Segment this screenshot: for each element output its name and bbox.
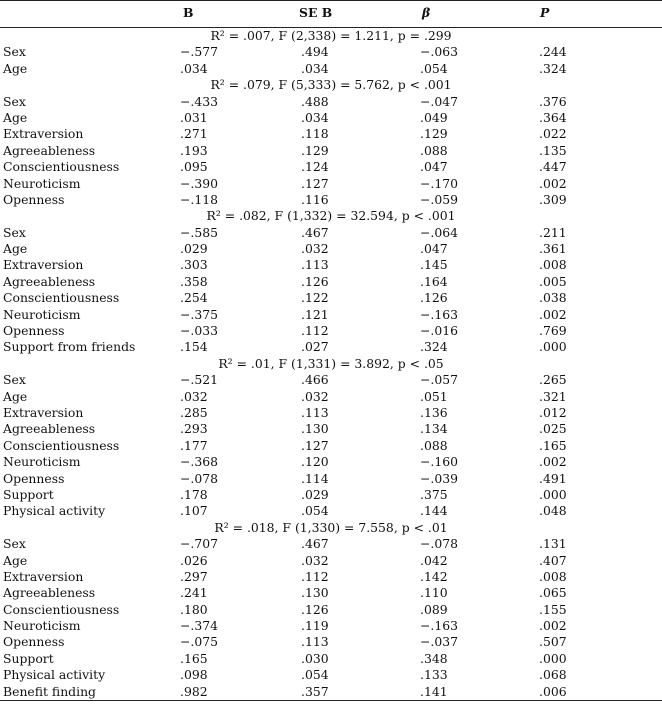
beta-cell: −.039 xyxy=(420,470,458,486)
table-row xyxy=(0,634,662,650)
variable-cell: Age xyxy=(3,388,28,404)
se-b-cell: .112 xyxy=(301,323,329,339)
beta-cell: .088 xyxy=(420,437,448,453)
b-cell: −.078 xyxy=(180,470,218,486)
variable-cell: Agreeableness xyxy=(3,585,96,601)
table-row xyxy=(0,307,662,323)
p-cell: .008 xyxy=(539,257,567,273)
p-cell: .361 xyxy=(539,241,567,257)
beta-cell: .129 xyxy=(420,126,448,142)
b-cell: .297 xyxy=(180,568,208,584)
variable-cell: Conscientiousness xyxy=(3,437,120,453)
se-b-cell: .112 xyxy=(301,568,329,584)
variable-cell: Conscientiousness xyxy=(3,159,120,175)
table-row xyxy=(0,159,662,175)
header-b: B xyxy=(183,5,194,20)
se-b-cell: .034 xyxy=(301,60,329,76)
beta-cell: −.064 xyxy=(420,224,458,240)
se-b-cell: .124 xyxy=(301,159,329,175)
beta-cell: .042 xyxy=(420,552,448,568)
p-cell: .135 xyxy=(539,142,567,158)
beta-cell: .142 xyxy=(420,568,448,584)
p-cell: .769 xyxy=(539,323,567,339)
b-cell: −.585 xyxy=(180,224,218,240)
se-b-cell: .032 xyxy=(301,241,329,257)
p-cell: .022 xyxy=(539,126,567,142)
header-se-b: SE B xyxy=(299,5,333,20)
b-cell: .154 xyxy=(180,339,208,355)
p-cell: .000 xyxy=(539,650,567,666)
p-cell: .507 xyxy=(539,634,567,650)
b-cell: −.577 xyxy=(180,44,218,60)
variable-cell: Benefit finding xyxy=(3,683,96,699)
table-row xyxy=(0,684,662,700)
p-cell: .025 xyxy=(539,421,567,437)
se-b-cell: .121 xyxy=(301,306,329,322)
variable-cell: Agreeableness xyxy=(3,421,96,437)
b-cell: .031 xyxy=(180,109,208,125)
se-b-cell: .488 xyxy=(301,93,329,109)
model-summary: R² = .007, F (2,338) = 1.211, p = .299 xyxy=(210,28,452,43)
p-cell: .364 xyxy=(539,109,567,125)
beta-cell: −.047 xyxy=(420,93,458,109)
model-summary-row xyxy=(0,520,662,536)
beta-cell: .049 xyxy=(420,109,448,125)
p-cell: .244 xyxy=(539,44,567,60)
table-row xyxy=(0,126,662,142)
beta-cell: −.163 xyxy=(420,618,458,634)
p-cell: .447 xyxy=(539,159,567,175)
beta-cell: .051 xyxy=(420,388,448,404)
table-row xyxy=(0,651,662,667)
se-b-cell: .494 xyxy=(301,44,329,60)
variable-cell: Sex xyxy=(3,224,26,240)
beta-cell: −.078 xyxy=(420,536,458,552)
table-row xyxy=(0,241,662,257)
beta-cell: .047 xyxy=(420,159,448,175)
b-cell: −.368 xyxy=(180,454,218,470)
model-summary: R² = .082, F (1,332) = 32.594, p < .001 xyxy=(206,208,456,224)
table-row xyxy=(0,569,662,585)
p-cell: .000 xyxy=(539,486,567,502)
beta-cell: .136 xyxy=(420,404,448,420)
b-cell: −.075 xyxy=(180,634,218,650)
se-b-cell: .027 xyxy=(301,339,329,355)
p-cell: .165 xyxy=(539,437,567,453)
se-b-cell: .054 xyxy=(301,667,329,683)
table-row xyxy=(0,536,662,552)
p-cell: .005 xyxy=(539,273,567,289)
b-cell: .107 xyxy=(180,503,208,519)
beta-cell: .324 xyxy=(420,339,448,355)
table-row xyxy=(0,176,662,192)
variable-cell: Age xyxy=(3,241,28,257)
p-cell: .068 xyxy=(539,667,567,683)
variable-cell: Sex xyxy=(3,536,26,552)
b-cell: .177 xyxy=(180,437,208,453)
variable-cell: Support xyxy=(3,486,54,502)
variable-cell: Openness xyxy=(3,470,65,486)
b-cell: .026 xyxy=(180,552,208,568)
b-cell: .032 xyxy=(180,388,208,404)
table-row xyxy=(0,143,662,159)
table-row xyxy=(0,323,662,339)
beta-cell: −.059 xyxy=(420,191,458,207)
b-cell: .180 xyxy=(180,601,208,617)
se-b-cell: .129 xyxy=(301,142,329,158)
variable-cell: Sex xyxy=(3,93,26,109)
se-b-cell: .467 xyxy=(301,536,329,552)
variable-cell: Agreeableness xyxy=(3,273,96,289)
variable-cell: Physical activity xyxy=(3,503,106,519)
table-row xyxy=(0,94,662,110)
se-b-cell: .130 xyxy=(301,585,329,601)
se-b-cell: .113 xyxy=(301,404,329,420)
p-cell: .002 xyxy=(539,618,567,634)
beta-cell: .089 xyxy=(420,601,448,617)
variable-cell: Age xyxy=(3,60,28,76)
variable-cell: Neuroticism xyxy=(3,175,81,191)
b-cell: −.033 xyxy=(180,323,218,339)
se-b-cell: .113 xyxy=(301,257,329,273)
b-cell: .241 xyxy=(180,585,208,601)
table-row xyxy=(0,372,662,388)
table-row xyxy=(0,405,662,421)
table-row xyxy=(0,274,662,290)
se-b-cell: .120 xyxy=(301,454,329,470)
p-cell: .065 xyxy=(539,585,567,601)
b-cell: .178 xyxy=(180,486,208,502)
se-b-cell: .357 xyxy=(301,683,329,699)
se-b-cell: .119 xyxy=(301,618,329,634)
se-b-cell: .116 xyxy=(301,191,329,207)
se-b-cell: .032 xyxy=(301,552,329,568)
beta-cell: .144 xyxy=(420,503,448,519)
se-b-cell: .127 xyxy=(301,175,329,191)
beta-cell: .133 xyxy=(420,667,448,683)
table-row xyxy=(0,339,662,355)
p-cell: .211 xyxy=(539,224,567,240)
p-cell: .265 xyxy=(539,372,567,388)
variable-cell: Extraversion xyxy=(3,404,84,420)
p-cell: .131 xyxy=(539,536,567,552)
table-row xyxy=(0,438,662,454)
variable-cell: Physical activity xyxy=(3,667,106,683)
se-b-cell: .118 xyxy=(301,126,329,142)
table-row xyxy=(0,503,662,519)
variable-cell: Neuroticism xyxy=(3,618,81,634)
table-row xyxy=(0,487,662,503)
p-cell: .324 xyxy=(539,60,567,76)
variable-cell: Age xyxy=(3,109,28,125)
variable-cell: Support from friends xyxy=(3,339,136,355)
variable-cell: Conscientiousness xyxy=(3,601,120,617)
variable-cell: Extraversion xyxy=(3,568,84,584)
variable-cell: Sex xyxy=(3,372,26,388)
model-summary: R² = .01, F (1,331) = 3.892, p < .05 xyxy=(218,355,444,371)
variable-cell: Extraversion xyxy=(3,126,84,142)
beta-cell: .145 xyxy=(420,257,448,273)
table-row xyxy=(0,602,662,618)
variable-cell: Neuroticism xyxy=(3,306,81,322)
b-cell: .254 xyxy=(180,290,208,306)
variable-cell: Neuroticism xyxy=(3,454,81,470)
model-summary-row xyxy=(0,77,662,93)
bottom-rule xyxy=(0,700,662,701)
b-cell: .029 xyxy=(180,241,208,257)
b-cell: .098 xyxy=(180,667,208,683)
table-row xyxy=(0,667,662,683)
se-b-cell: .030 xyxy=(301,650,329,666)
p-cell: .048 xyxy=(539,503,567,519)
beta-cell: −.163 xyxy=(420,306,458,322)
table-row xyxy=(0,290,662,306)
se-b-cell: .127 xyxy=(301,437,329,453)
b-cell: .982 xyxy=(180,683,208,699)
variable-cell: Support xyxy=(3,650,54,666)
header-beta: β xyxy=(422,5,431,20)
model-summary: R² = .018, F (1,330) = 7.558, p < .01 xyxy=(214,519,448,535)
variable-cell: Age xyxy=(3,552,28,568)
variable-cell: Sex xyxy=(3,44,26,60)
variable-cell: Extraversion xyxy=(3,257,84,273)
b-cell: .165 xyxy=(180,650,208,666)
beta-cell: .088 xyxy=(420,142,448,158)
p-cell: .002 xyxy=(539,175,567,191)
p-cell: .309 xyxy=(539,191,567,207)
se-b-cell: .466 xyxy=(301,372,329,388)
se-b-cell: .467 xyxy=(301,224,329,240)
table-row xyxy=(0,192,662,208)
p-cell: .038 xyxy=(539,290,567,306)
b-cell: −.374 xyxy=(180,618,218,634)
beta-cell: .047 xyxy=(420,241,448,257)
beta-cell: −.037 xyxy=(420,634,458,650)
table-row xyxy=(0,553,662,569)
p-cell: .002 xyxy=(539,454,567,470)
table-row xyxy=(0,389,662,405)
beta-cell: .054 xyxy=(420,60,448,76)
variable-cell: Openness xyxy=(3,634,65,650)
beta-cell: .375 xyxy=(420,486,448,502)
p-cell: .002 xyxy=(539,306,567,322)
beta-cell: −.160 xyxy=(420,454,458,470)
model-summary: R² = .079, F (5,333) = 5.762, p < .001 xyxy=(210,77,452,93)
se-b-cell: .122 xyxy=(301,290,329,306)
p-cell: .376 xyxy=(539,93,567,109)
header-p: P xyxy=(540,5,550,20)
b-cell: .285 xyxy=(180,404,208,420)
b-cell: −.118 xyxy=(180,191,218,207)
b-cell: .358 xyxy=(180,273,208,289)
beta-cell: .141 xyxy=(420,683,448,699)
p-cell: .491 xyxy=(539,470,567,486)
variable-cell: Openness xyxy=(3,323,65,339)
table-row xyxy=(0,44,662,60)
se-b-cell: .034 xyxy=(301,109,329,125)
table-row xyxy=(0,471,662,487)
table-row xyxy=(0,110,662,126)
b-cell: −.521 xyxy=(180,372,218,388)
beta-cell: −.063 xyxy=(420,44,458,60)
table-row xyxy=(0,585,662,601)
se-b-cell: .126 xyxy=(301,273,329,289)
table-row xyxy=(0,421,662,437)
header-row xyxy=(0,1,662,27)
p-cell: .012 xyxy=(539,404,567,420)
table-row xyxy=(0,225,662,241)
se-b-cell: .126 xyxy=(301,601,329,617)
p-cell: .155 xyxy=(539,601,567,617)
beta-cell: .348 xyxy=(420,650,448,666)
beta-cell: −.170 xyxy=(420,175,458,191)
variable-cell: Conscientiousness xyxy=(3,290,120,306)
b-cell: −.433 xyxy=(180,93,218,109)
table-row xyxy=(0,61,662,77)
table-row xyxy=(0,454,662,470)
table-row xyxy=(0,257,662,273)
p-cell: .000 xyxy=(539,339,567,355)
model-summary-row xyxy=(0,356,662,372)
b-cell: .095 xyxy=(180,159,208,175)
beta-cell: .134 xyxy=(420,421,448,437)
p-cell: .006 xyxy=(539,683,567,699)
beta-cell: .164 xyxy=(420,273,448,289)
model-summary-row xyxy=(0,28,662,44)
b-cell: .303 xyxy=(180,257,208,273)
se-b-cell: .032 xyxy=(301,388,329,404)
b-cell: .293 xyxy=(180,421,208,437)
table-row xyxy=(0,618,662,634)
b-cell: −.707 xyxy=(180,536,218,552)
se-b-cell: .130 xyxy=(301,421,329,437)
b-cell: .193 xyxy=(180,142,208,158)
se-b-cell: .113 xyxy=(301,634,329,650)
beta-cell: .110 xyxy=(420,585,448,601)
se-b-cell: .114 xyxy=(301,470,329,486)
se-b-cell: .054 xyxy=(301,503,329,519)
p-cell: .321 xyxy=(539,388,567,404)
se-b-cell: .029 xyxy=(301,486,329,502)
b-cell: .034 xyxy=(180,60,208,76)
b-cell: −.390 xyxy=(180,175,218,191)
beta-cell: .126 xyxy=(420,290,448,306)
table-body xyxy=(0,28,662,700)
beta-cell: −.016 xyxy=(420,323,458,339)
b-cell: .271 xyxy=(180,126,208,142)
model-summary-row xyxy=(0,208,662,224)
b-cell: −.375 xyxy=(180,306,218,322)
p-cell: .008 xyxy=(539,568,567,584)
variable-cell: Openness xyxy=(3,191,65,207)
p-cell: .407 xyxy=(539,552,567,568)
variable-cell: Agreeableness xyxy=(3,142,96,158)
beta-cell: −.057 xyxy=(420,372,458,388)
